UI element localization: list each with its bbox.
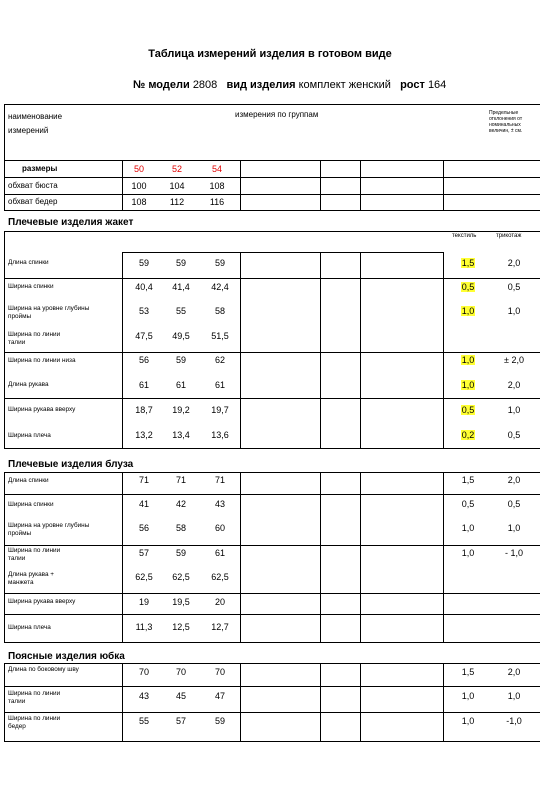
- row-value: 59: [138, 258, 149, 268]
- row-value: 13,2: [135, 430, 153, 440]
- row-line: [4, 494, 540, 495]
- header-top-line: [4, 104, 540, 105]
- row-value: 43: [138, 691, 149, 701]
- tolerance-textile: 0,5: [461, 499, 475, 509]
- row-label: Длина спинки: [8, 477, 49, 484]
- row-value: 62,5: [135, 572, 153, 582]
- col-line: [122, 472, 123, 642]
- col-line: [443, 472, 444, 642]
- tolerance-knit: 2,0: [507, 475, 521, 485]
- row-label: Длина рукава: [8, 381, 49, 388]
- tolerance-textile-value: 1,0: [461, 380, 475, 390]
- col-line: [122, 160, 123, 210]
- col-line: [320, 472, 321, 642]
- col-line: [360, 160, 361, 210]
- row-value: 71: [214, 475, 225, 485]
- row-label: Ширина спинки: [8, 501, 54, 508]
- row-value: 70: [214, 667, 225, 677]
- section-line: [4, 231, 540, 232]
- tolerance-textile: 1,0: [461, 523, 475, 533]
- section-line: [4, 472, 540, 473]
- col-line: [240, 472, 241, 642]
- row-line: [4, 448, 540, 449]
- row-label: Длина спинки: [8, 259, 49, 266]
- row-value: 59: [214, 258, 225, 268]
- row-value: 19,5: [172, 597, 190, 607]
- row-value: 13,4: [172, 430, 190, 440]
- row-value: 71: [175, 475, 186, 485]
- col-line: [122, 663, 123, 741]
- tolerance-textile-value: 1,0: [461, 355, 475, 365]
- row-line: [4, 194, 540, 195]
- tolerance-textile-value: 1,5: [461, 258, 475, 268]
- row-value: 57: [175, 716, 186, 726]
- col-line: [443, 663, 444, 741]
- row-value: 56: [138, 355, 149, 365]
- tolerance-knit: 2,0: [507, 380, 521, 390]
- row-value: 19: [138, 597, 149, 607]
- row-line: [4, 177, 540, 178]
- row-label: Ширина плеча: [8, 432, 51, 439]
- row-value: 49,5: [172, 331, 190, 341]
- row-value: 70: [138, 667, 149, 677]
- page-title: Таблица измерений изделия в готовом виде: [148, 48, 392, 60]
- row-value: 59: [175, 258, 186, 268]
- height-value: 164: [427, 79, 447, 91]
- row-value: 43: [214, 499, 225, 509]
- row-value: 62,5: [211, 572, 229, 582]
- section-title-blouse: Плечевые изделия блуза: [8, 459, 134, 470]
- tolerance-knit: 0,5: [507, 430, 521, 440]
- row-value: 61: [138, 380, 149, 390]
- body-row-value: 104: [169, 181, 185, 191]
- row-value: 58: [214, 306, 225, 316]
- tolerance-textile-value: 1,0: [461, 306, 475, 316]
- row-value: 71: [138, 475, 149, 485]
- col-line: [360, 663, 361, 741]
- tolerance-knit: 1,0: [507, 523, 521, 533]
- tolerance-knit: 1,0: [507, 691, 521, 701]
- tolerance-textile: 1,0: [461, 691, 475, 701]
- body-row-label: обхват бюста: [8, 181, 58, 190]
- col-line: [360, 472, 361, 642]
- section-title-jacket: Плечевые изделия жакет: [8, 217, 134, 228]
- row-value: 60: [214, 523, 225, 533]
- model-line: [133, 79, 446, 91]
- type-label: вид изделия: [226, 79, 296, 91]
- body-row-value: 108: [131, 197, 147, 207]
- row-label: Ширина по линии талии: [8, 547, 61, 562]
- row-value: 47: [214, 691, 225, 701]
- size-value: 54: [211, 164, 222, 174]
- col-line: [240, 252, 241, 448]
- tolerance-textile: [453, 258, 483, 268]
- model-label: № модели: [133, 79, 190, 91]
- tolerance-textile: [453, 282, 483, 292]
- row-line: [4, 712, 540, 713]
- row-label: Ширина спинки: [8, 283, 54, 290]
- row-value: 62: [214, 355, 225, 365]
- row-value: 18,7: [135, 405, 153, 415]
- header-groups-col: измерения по группам: [235, 110, 319, 119]
- row-line: [4, 741, 540, 742]
- row-value: 57: [138, 548, 149, 558]
- section-line: [4, 663, 540, 664]
- row-line: [4, 593, 540, 594]
- row-value: 19,7: [211, 405, 229, 415]
- row-value: 45: [175, 691, 186, 701]
- row-value: 58: [175, 523, 186, 533]
- col-knit: трикотаж: [496, 233, 522, 239]
- body-row-value: 108: [209, 181, 225, 191]
- row-label: Ширина по линии талии: [8, 690, 61, 705]
- row-value: 42: [175, 499, 186, 509]
- row-label: Ширина по линии низа: [8, 357, 76, 364]
- header-tolerance-col: Предельные отклонения от номинальных величин, ± см.: [489, 110, 523, 134]
- col-line: [240, 160, 241, 210]
- row-value: 59: [175, 548, 186, 558]
- row-line: [4, 352, 540, 353]
- col-line: [122, 252, 123, 448]
- tolerance-knit: - 1,0: [504, 548, 523, 558]
- col-line: [320, 252, 321, 448]
- tolerance-textile: [453, 355, 483, 365]
- row-value: 42,4: [211, 282, 229, 292]
- row-value: 40,4: [135, 282, 153, 292]
- size-value: 50: [133, 164, 144, 174]
- tolerance-textile-value: 0,5: [461, 282, 475, 292]
- tolerance-textile-value: 0,5: [461, 405, 475, 415]
- tolerance-knit: 1,0: [507, 405, 521, 415]
- sizes-label: размеры: [22, 164, 58, 173]
- row-value: 12,7: [211, 622, 229, 632]
- row-label: Ширина на уровне глубины проймы: [8, 305, 90, 320]
- row-label: Длина по боковому шву: [8, 666, 79, 673]
- tolerance-textile: [453, 430, 483, 440]
- tolerance-knit: -1,0: [506, 716, 522, 726]
- row-line: [4, 398, 540, 399]
- tolerance-textile: [453, 380, 483, 390]
- body-row-label: обхват бедер: [8, 197, 58, 206]
- col-line: [360, 252, 361, 448]
- col-line: [320, 663, 321, 741]
- row-value: 62,5: [172, 572, 190, 582]
- row-label: Ширина по линии талии: [8, 331, 61, 346]
- row-value: 11,3: [135, 622, 153, 632]
- row-label: Ширина плеча: [8, 624, 51, 631]
- row-value: 12,5: [172, 622, 190, 632]
- col-line: [443, 160, 444, 210]
- type-value: комплект женский: [298, 79, 391, 91]
- body-row-value: 112: [169, 197, 185, 207]
- sizes-top-line: [4, 160, 540, 161]
- row-value: 61: [214, 380, 225, 390]
- model-value: 2808: [192, 79, 218, 91]
- size-value: 52: [171, 164, 182, 174]
- tolerance-textile: 1,5: [461, 475, 475, 485]
- tolerance-textile: [453, 306, 483, 316]
- row-label: Ширина рукава вверху: [8, 406, 76, 413]
- row-value: 56: [138, 523, 149, 533]
- row-value: 70: [175, 667, 186, 677]
- col-line: [443, 252, 444, 448]
- row-value: 41: [138, 499, 149, 509]
- row-line: [4, 278, 540, 279]
- row-value: 59: [214, 716, 225, 726]
- tolerance-knit: 1,0: [507, 306, 521, 316]
- row-line: [4, 210, 540, 211]
- row-label: Длина рукава + манжета: [8, 571, 55, 586]
- row-value: 61: [175, 380, 186, 390]
- row-value: 53: [138, 306, 149, 316]
- row-value: 13,6: [211, 430, 229, 440]
- row-label: Ширина по линии бедер: [8, 715, 61, 730]
- row-value: 55: [175, 306, 186, 316]
- row-line: [4, 545, 540, 546]
- tolerance-knit: 0,5: [507, 282, 521, 292]
- col-line: [240, 663, 241, 741]
- tolerance-knit: 0,5: [507, 499, 521, 509]
- col-line: [4, 472, 5, 642]
- body-row-value: 116: [209, 197, 225, 207]
- body-row-value: 100: [131, 181, 147, 191]
- row-label: Ширина на уровне глубины проймы: [8, 522, 90, 537]
- row-value: 55: [138, 716, 149, 726]
- col-line: [4, 663, 5, 741]
- row-line: [4, 614, 540, 615]
- row-line: [122, 252, 444, 253]
- col-line: [4, 231, 5, 448]
- row-value: 19,2: [172, 405, 190, 415]
- tolerance-knit: ± 2,0: [504, 355, 524, 365]
- header-name-col: наименование измерений: [8, 112, 63, 135]
- row-line: [4, 686, 540, 687]
- tolerance-textile: 1,0: [461, 716, 475, 726]
- row-value: 61: [214, 548, 225, 558]
- tolerance-textile: [453, 405, 483, 415]
- tolerance-textile: 1,5: [461, 667, 475, 677]
- row-line: [4, 642, 540, 643]
- row-value: 20: [214, 597, 225, 607]
- tolerance-knit: 2,0: [507, 258, 521, 268]
- row-value: 41,4: [172, 282, 190, 292]
- height-label: рост: [400, 79, 425, 91]
- col-textile: текстиль: [452, 233, 477, 239]
- section-title-skirt: Поясные изделия юбка: [8, 651, 125, 662]
- tolerance-textile: 1,0: [461, 548, 475, 558]
- row-value: 51,5: [211, 331, 229, 341]
- row-label: Ширина рукава вверху: [8, 598, 76, 605]
- tolerance-textile-value: 0,2: [461, 430, 475, 440]
- row-value: 47,5: [135, 331, 153, 341]
- col-line: [320, 160, 321, 210]
- tolerance-knit: 2,0: [507, 667, 521, 677]
- row-value: 59: [175, 355, 186, 365]
